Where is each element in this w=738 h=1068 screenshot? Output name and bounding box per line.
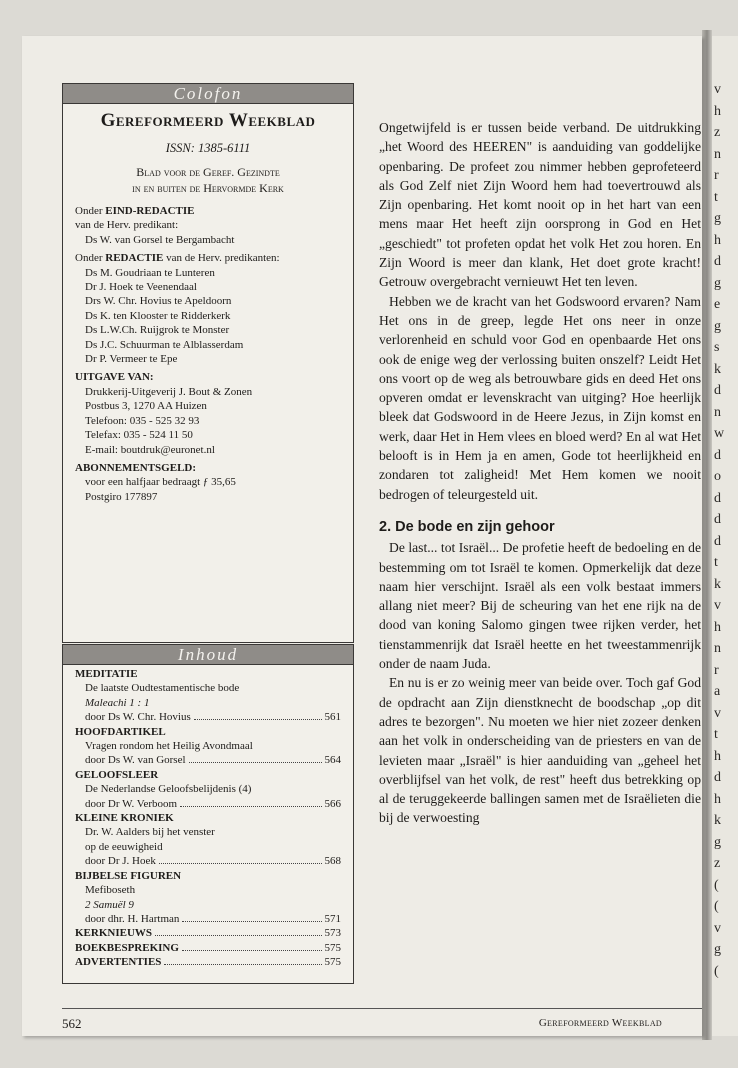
toc-heading: HOOFDARTIKEL <box>75 725 166 738</box>
next-page-fragment: n <box>714 404 721 420</box>
uitgave-label: UITGAVE VAN: <box>75 371 154 384</box>
next-page-fragment: d <box>714 770 721 785</box>
toc-entry[interactable] <box>75 854 341 868</box>
next-page-fragment: z <box>714 856 721 871</box>
toc-author: door Dr W. Verboom <box>85 797 178 810</box>
toc-entry[interactable] <box>75 710 341 724</box>
magazine-page <box>22 36 702 1036</box>
redactie-member: Drs W. Chr. Hovius te Apeldoorn <box>85 295 232 308</box>
toc-entry[interactable] <box>75 797 341 811</box>
toc-reference: 2 Samuël 9 <box>85 898 134 911</box>
toc-author: door Ds W. van Gorsel <box>85 754 186 767</box>
toc-line: Mefiboseth <box>85 884 136 897</box>
redactie-intro: Onder <box>75 252 103 265</box>
abonnement-label: ABONNEMENTSGELD: <box>75 461 197 474</box>
footer-rule <box>62 1008 702 1009</box>
next-page-fragment: r <box>714 662 719 678</box>
inhoud-banner: Inhoud <box>63 645 353 665</box>
next-page-fragment: h <box>714 103 721 119</box>
next-page-fragment: d <box>714 512 721 527</box>
next-page-fragment: d <box>714 447 721 463</box>
next-page-fragment: h <box>714 232 721 248</box>
uitgave-line: E-mail: boutdruk@euronet.nl <box>85 443 215 456</box>
next-page-fragment: d <box>714 533 721 549</box>
next-page-fragment: e <box>714 297 721 312</box>
inhoud-box <box>62 644 354 984</box>
toc-page: 564 <box>324 754 341 767</box>
toc-line: De laatste Oudtestamentische bode <box>85 682 240 695</box>
page-gutter <box>702 30 712 1040</box>
toc-page: 568 <box>324 855 341 868</box>
next-page-fragment: z <box>714 125 721 140</box>
toc-entry[interactable] <box>75 955 341 969</box>
redactie-sub: van de Herv. predikanten: <box>166 252 280 265</box>
section-heading: 2. De bode en zijn gehoor <box>379 518 555 535</box>
article-paragraph: De last... tot Israël... De profetie heeft de bedoeling en de bestemming om tot Israël te komen. Opmerkelijk dat deze naam hier verschijnt. Israël als een volk bestaat immers allang niet meer? Bij de scheuring van het ene rijk na de dood van koning Salomo gingen twee rijken verder, het tienstammenrijk dat Israël heette en het tweestammenrijk onder de naam Juda. <box>379 540 701 672</box>
abonnement-line: voor een halfjaar bedraagt ƒ 35,65 <box>85 476 236 489</box>
next-page-fragment: g <box>714 834 721 850</box>
next-page-fragment: ( <box>714 963 719 979</box>
uitgave-line: Telefax: 035 - 524 11 50 <box>85 429 193 442</box>
redactie-member: Ds K. ten Klooster te Ridderkerk <box>85 309 231 322</box>
article-paragraph: Ongetwijfeld is er tussen beide verband. De uitdrukking „het Woord des HEEREN" is aanduiding van goddelijke openbaring. De profeet zou nimmer hebben geprofeteerd als God Zelf niet Zijn Woord hem had toevertrouwd als Zijn openbaring. Het komt nooit op in het hart van een mens maar Het heeft zijn oorsprong in God en Het „geschiedt" tot profeten opdat het volk Het zou horen. En Zijn Woord is meer dan klank, Het doet grote kracht! Getrouw overgebracht vernieuwt Het ten leven. <box>379 120 701 290</box>
next-page-fragment: t <box>714 727 718 742</box>
toc-line: Dr. W. Aalders bij het venster <box>85 826 215 839</box>
next-page-fragment: d <box>714 383 721 398</box>
toc-line: De Nederlandse Geloofsbelijdenis (4) <box>85 783 252 796</box>
abonnement-line: Postgiro 177897 <box>85 490 158 503</box>
toc-heading: BOEKBESPREKING <box>75 941 179 954</box>
next-page-fragment: v <box>714 920 721 936</box>
next-page-fragment: k <box>714 361 721 377</box>
colofon-banner: Colofon <box>63 84 353 104</box>
redactie-label: REDACTIE <box>105 252 164 265</box>
redactie-member: Ds L.W.Ch. Ruijgrok te Monster <box>85 324 230 337</box>
magazine-title: Gereformeerd Weekblad <box>100 110 316 131</box>
eind-redactie-section <box>63 204 353 247</box>
toc-line: op de eeuwigheid <box>85 840 163 853</box>
next-page-fragment: a <box>714 684 721 699</box>
eind-sub: van de Herv. predikant: <box>75 219 179 232</box>
eind-redactie-label: EIND-REDACTIE <box>105 205 195 217</box>
table-of-contents <box>63 667 353 970</box>
toc-page: 571 <box>324 912 341 925</box>
toc-author: door Ds W. Chr. Hovius <box>85 711 191 724</box>
uitgave-line: Drukkerij-Uitgeverij J. Bout & Zonen <box>85 385 253 398</box>
next-page-fragment: w <box>714 426 725 441</box>
next-page-fragment: v <box>714 82 721 97</box>
running-title: Gereformeerd Weekblad <box>538 1017 662 1029</box>
toc-heading: BIJBELSE FIGUREN <box>75 869 182 882</box>
toc-page: 575 <box>324 941 341 954</box>
eind-name: Ds W. van Gorsel te Bergambacht <box>85 233 235 246</box>
next-page-fragment: t <box>714 555 718 570</box>
toc-entry[interactable] <box>75 912 341 926</box>
toc-author: door Dr J. Hoek <box>85 855 156 868</box>
toc-heading: KERKNIEUWS <box>75 927 153 940</box>
next-page-fragment: h <box>714 619 721 635</box>
next-page-fragment: g <box>714 318 721 334</box>
redactie-member: Ds M. Goudriaan te Lunteren <box>85 266 215 279</box>
article-paragraph: Hebben we de kracht van het Godswoord ervaren? Nam Het ons in de greep, legde Het ons neer in onze verlorenheid en schuld voor God en openbaarde Het ons ook de enige weg der verlossing buiten onszelf? Leidt Het ons voort op de weg als betrouwbare gids en deed Het ons opveren omdat er levenskracht van uitging? Hoe heerlijk bleek dat Godswoord in de Heere Jezus, in Zijn komst en werk, daar Het in Hem vlees en bloed werd? En al wat Het belooft is in Hem ja en amen, Gode tot heerlijkheid en zondaren tot zaligheid! Met Hem komen we nooit bedrogen of teleurgesteld uit. <box>379 293 701 502</box>
toc-page: 561 <box>324 711 341 724</box>
subtitle-line: in en buiten de Hervormde Kerk <box>132 181 284 195</box>
redactie-member: Ds J.C. Schuurman te Alblasserdam <box>85 338 244 351</box>
toc-entry[interactable] <box>75 941 341 955</box>
article-column <box>379 118 701 828</box>
toc-page: 566 <box>324 797 341 810</box>
next-page-fragment: o <box>714 469 721 484</box>
next-page-fragment: r <box>714 168 719 183</box>
toc-page: 575 <box>324 956 341 969</box>
toc-entry[interactable] <box>75 753 341 767</box>
next-page-fragment: d <box>714 254 721 269</box>
next-page-edge <box>712 36 738 1036</box>
next-page-fragment: g <box>714 211 721 226</box>
redactie-member: Dr J. Hoek te Veenendaal <box>85 281 197 294</box>
redactie-section <box>63 251 353 366</box>
next-page-fragment: v <box>714 598 721 613</box>
subtitle-line: Blad voor de Geref. Gezindte <box>136 165 280 179</box>
toc-heading: GELOOFSLEER <box>75 768 159 781</box>
magazine-subtitle <box>63 164 353 196</box>
toc-entry[interactable] <box>75 926 341 940</box>
next-page-fragment: n <box>714 146 721 162</box>
uitgave-section <box>63 370 353 456</box>
next-page-fragment: ( <box>714 877 719 893</box>
next-page-fragment: d <box>714 490 721 506</box>
uitgave-line: Telefoon: 035 - 525 32 93 <box>85 414 200 427</box>
next-page-fragment: h <box>714 748 721 764</box>
article-paragraph: En nu is er zo weinig meer van beide over. Toch gaf God de opdracht aan Zijn dienstknecht de boodschap „op dit adres te bezorgen". Nu moeten we hier niet zozeer denken aan het volk in onderscheiding van de priesters en van de levieten maar „Israël" is hier aanduiding van „geheel het overblijfsel van het volk, de rest" heeft dus betrekking op al de teruggekeerde ballingen samen met de Israëlieten die bij de verwoesting <box>379 675 701 826</box>
next-page-fragment: k <box>714 576 721 592</box>
toc-line: Vragen rondom het Heilig Avondmaal <box>85 740 253 753</box>
abonnement-section <box>63 461 353 504</box>
eind-intro: Onder <box>75 205 103 217</box>
next-page-fragment: ( <box>714 899 719 914</box>
next-page-fragment: k <box>714 813 721 828</box>
toc-page: 573 <box>324 927 341 940</box>
issn: ISSN: 1385-6111 <box>165 141 251 155</box>
next-page-fragment: g <box>714 275 721 291</box>
toc-heading: KLEINE KRONIEK <box>75 812 174 825</box>
redactie-member: Dr P. Vermeer te Epe <box>85 353 178 366</box>
page-number: 562 <box>62 1016 82 1031</box>
next-page-fragment: s <box>714 340 720 355</box>
toc-reference: Maleachi 1 : 1 <box>85 696 150 709</box>
toc-heading: MEDITATIE <box>75 668 138 680</box>
next-page-fragment: h <box>714 791 721 807</box>
next-page-fragment: t <box>714 189 718 205</box>
uitgave-line: Postbus 3, 1270 AA Huizen <box>85 400 207 413</box>
next-page-fragment: g <box>714 942 721 957</box>
toc-heading: ADVERTENTIES <box>75 956 162 969</box>
colofon-box <box>62 83 354 643</box>
toc-author: door dhr. H. Hartman <box>85 912 180 925</box>
next-page-fragment: v <box>714 705 721 721</box>
next-page-fragment: n <box>714 641 721 656</box>
